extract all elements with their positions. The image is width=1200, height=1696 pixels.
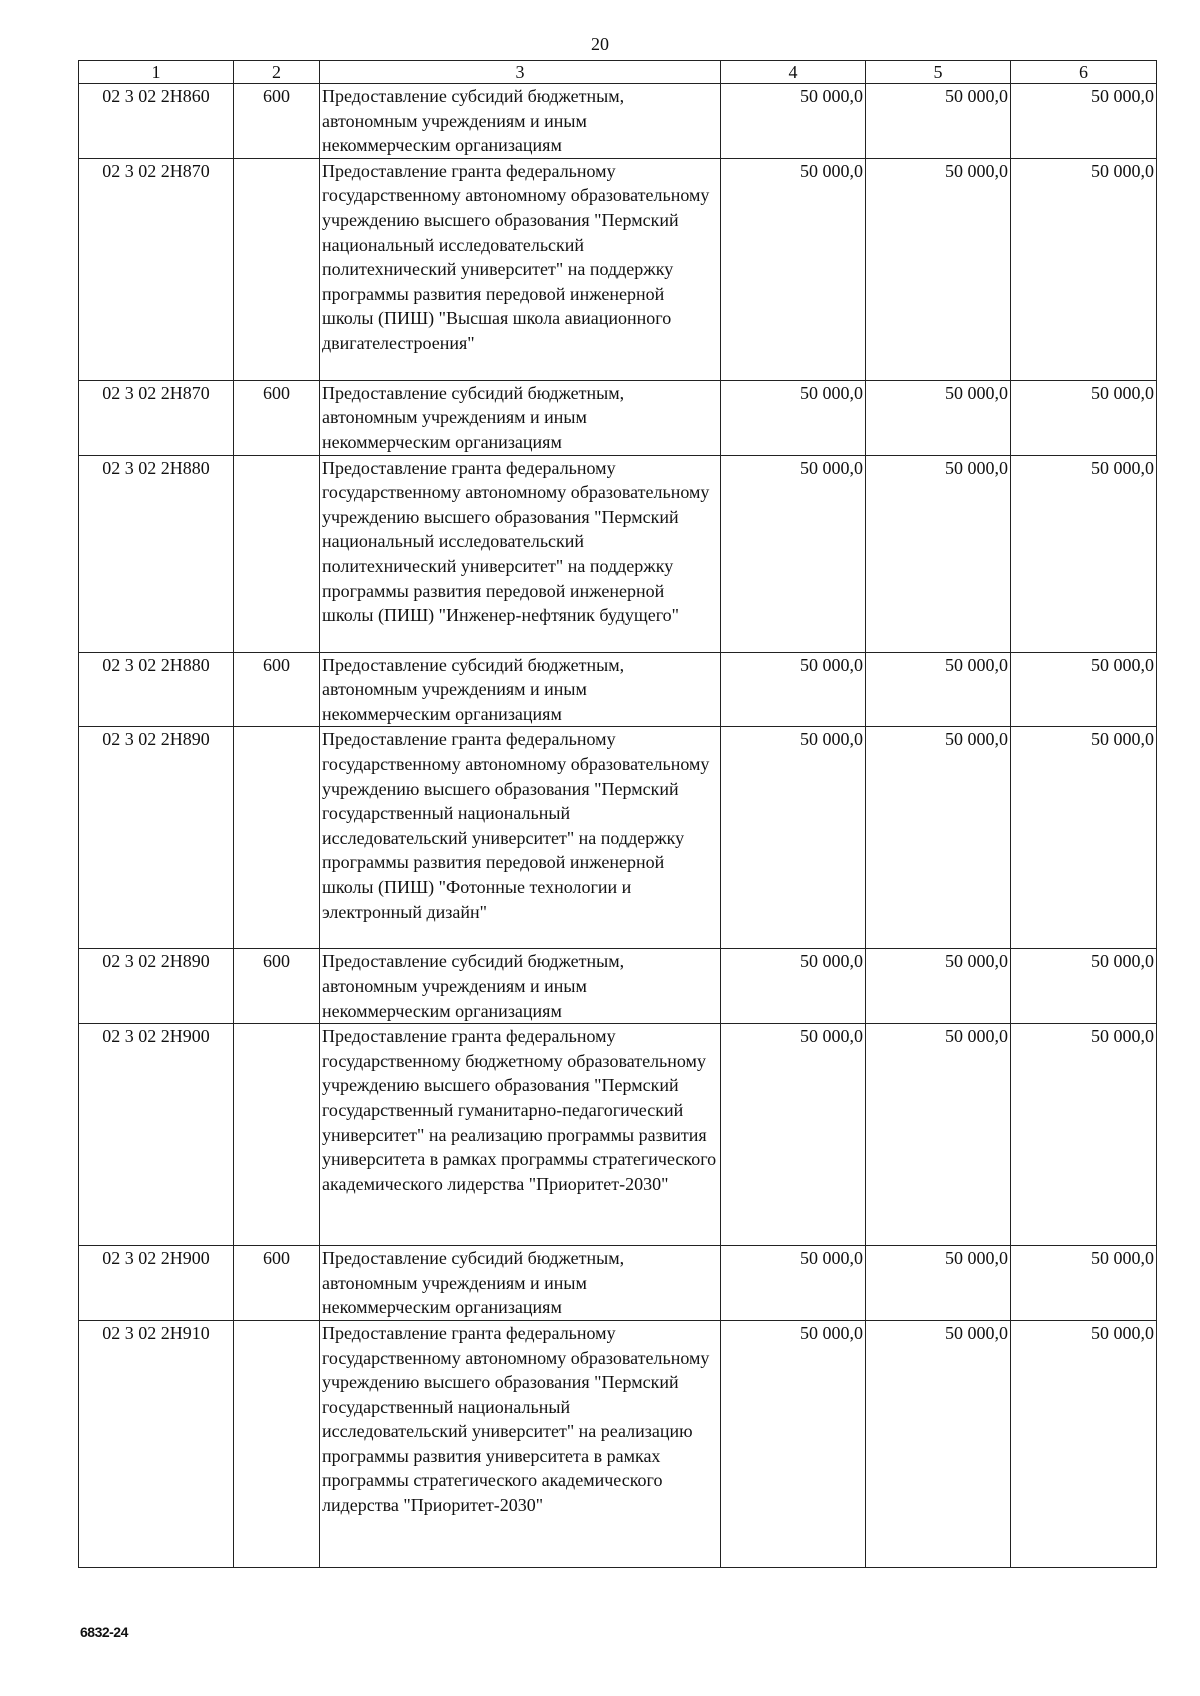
amount-col-5: 50 000,0 — [866, 652, 1011, 727]
target-article-code: 02 3 02 2Н880 — [79, 652, 234, 727]
expense-type-code: 600 — [234, 652, 320, 727]
amount-col-4: 50 000,0 — [721, 1246, 866, 1321]
document-code: 6832-24 — [80, 1624, 128, 1640]
amount-col-4: 50 000,0 — [721, 949, 866, 1024]
expense-type-code: 600 — [234, 1246, 320, 1321]
amount-col-4: 50 000,0 — [721, 727, 866, 949]
row-description: Предоставление гранта федеральному государственному автономному образовательному учреждению высшего образования "Пермский национальный исследовательский политехнический университет" на поддержку программы развития передовой инженерной школы (ПИШ) "Инженер-нефтяник будущего" — [320, 455, 721, 652]
column-header: 6 — [1011, 61, 1157, 84]
amount-col-5: 50 000,0 — [866, 949, 1011, 1024]
expense-type-code — [234, 1320, 320, 1567]
amount-col-5: 50 000,0 — [866, 1320, 1011, 1567]
amount-col-5: 50 000,0 — [866, 1246, 1011, 1321]
amount-col-5: 50 000,0 — [866, 84, 1011, 159]
table-row — [79, 1320, 1157, 1567]
target-article-code: 02 3 02 2Н890 — [79, 949, 234, 1024]
column-header: 2 — [234, 61, 320, 84]
amount-col-4: 50 000,0 — [721, 652, 866, 727]
amount-col-4: 50 000,0 — [721, 158, 866, 380]
amount-col-6: 50 000,0 — [1011, 380, 1157, 455]
row-description: Предоставление субсидий бюджетным, автономным учреждениям и иным некоммерческим организациям — [320, 84, 721, 159]
amount-col-6: 50 000,0 — [1011, 949, 1157, 1024]
table-row — [79, 158, 1157, 380]
target-article-code: 02 3 02 2Н900 — [79, 1024, 234, 1246]
row-description: Предоставление субсидий бюджетным, автономным учреждениям и иным некоммерческим организациям — [320, 949, 721, 1024]
table-row — [79, 455, 1157, 652]
row-description: Предоставление гранта федеральному государственному автономному образовательному учреждению высшего образования "Пермский национальный исследовательский политехнический университет" на поддержку программы развития передовой инженерной школы (ПИШ) "Высшая школа авиационного двигателестроения" — [320, 158, 721, 380]
row-description: Предоставление субсидий бюджетным, автономным учреждениям и иным некоммерческим организациям — [320, 380, 721, 455]
expense-type-code — [234, 1024, 320, 1246]
table-row — [79, 652, 1157, 727]
target-article-code: 02 3 02 2Н870 — [79, 380, 234, 455]
column-header: 1 — [79, 61, 234, 84]
row-description: Предоставление гранта федеральному государственному автономному образовательному учреждению высшего образования "Пермский государственный национальный исследовательский университет" на поддержку программы развития передовой инженерной школы (ПИШ) "Фотонные технологии и электронный дизайн" — [320, 727, 721, 949]
target-article-code: 02 3 02 2Н870 — [79, 158, 234, 380]
expense-type-code — [234, 727, 320, 949]
amount-col-5: 50 000,0 — [866, 727, 1011, 949]
table-row — [79, 949, 1157, 1024]
amount-col-6: 50 000,0 — [1011, 84, 1157, 159]
amount-col-5: 50 000,0 — [866, 158, 1011, 380]
table-row — [79, 727, 1157, 949]
target-article-code: 02 3 02 2Н890 — [79, 727, 234, 949]
table-row — [79, 84, 1157, 159]
amount-col-6: 50 000,0 — [1011, 455, 1157, 652]
table-header-row — [79, 61, 1157, 84]
expense-type-code: 600 — [234, 949, 320, 1024]
target-article-code: 02 3 02 2Н880 — [79, 455, 234, 652]
row-description: Предоставление субсидий бюджетным, автономным учреждениям и иным некоммерческим организациям — [320, 652, 721, 727]
amount-col-6: 50 000,0 — [1011, 652, 1157, 727]
column-header: 4 — [721, 61, 866, 84]
expense-type-code: 600 — [234, 380, 320, 455]
amount-col-6: 50 000,0 — [1011, 1320, 1157, 1567]
amount-col-4: 50 000,0 — [721, 1320, 866, 1567]
amount-col-6: 50 000,0 — [1011, 727, 1157, 949]
expense-type-code — [234, 158, 320, 380]
page-number: 20 — [591, 34, 609, 54]
row-description: Предоставление субсидий бюджетным, автономным учреждениям и иным некоммерческим организациям — [320, 1246, 721, 1321]
amount-col-4: 50 000,0 — [721, 380, 866, 455]
row-description: Предоставление гранта федеральному государственному автономному образовательному учреждению высшего образования "Пермский государственный национальный исследовательский университет" на реализацию программы развития университета в рамках программы стратегического академического лидерства "Приоритет-2030" — [320, 1320, 721, 1567]
amount-col-4: 50 000,0 — [721, 1024, 866, 1246]
budget-table — [78, 60, 1157, 1568]
table-row — [79, 1024, 1157, 1246]
column-header: 3 — [320, 61, 721, 84]
expense-type-code — [234, 455, 320, 652]
amount-col-4: 50 000,0 — [721, 84, 866, 159]
target-article-code: 02 3 02 2Н860 — [79, 84, 234, 159]
table-row — [79, 1246, 1157, 1321]
table-row — [79, 380, 1157, 455]
column-header: 5 — [866, 61, 1011, 84]
row-description: Предоставление гранта федеральному государственному бюджетному образовательному учреждению высшего образования "Пермский государственный гуманитарно-педагогический университет" на реализацию программы развития университета в рамках программы стратегического академического лидерства "Приоритет-2030" — [320, 1024, 721, 1246]
amount-col-5: 50 000,0 — [866, 380, 1011, 455]
amount-col-6: 50 000,0 — [1011, 1246, 1157, 1321]
target-article-code: 02 3 02 2Н910 — [79, 1320, 234, 1567]
expense-type-code: 600 — [234, 84, 320, 159]
amount-col-5: 50 000,0 — [866, 455, 1011, 652]
amount-col-4: 50 000,0 — [721, 455, 866, 652]
amount-col-6: 50 000,0 — [1011, 158, 1157, 380]
amount-col-6: 50 000,0 — [1011, 1024, 1157, 1246]
amount-col-5: 50 000,0 — [866, 1024, 1011, 1246]
target-article-code: 02 3 02 2Н900 — [79, 1246, 234, 1321]
